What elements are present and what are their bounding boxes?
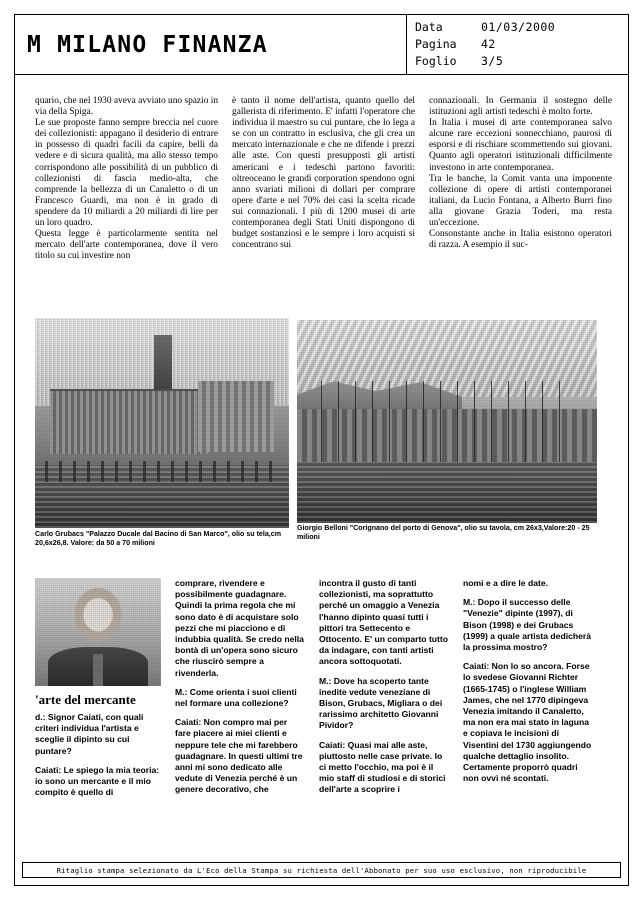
article-column-1: quario, che nel 1930 aveva avviato uno spazio in via della Spiga. Le sue proposte fanno sempre breccia nel cuore dei collezionisti: appagano il desiderio di entrare in possesso di quadri facili da capire, belli da vedere e di sicura qualità, ma allo stesso tempo corrispondono alle possibilità di un pubblico di collezionisti di fascia medio-alta, che comprende la bellezza di un Canaletto o di un Francesco Guardi, ma non è in grado di spendere da 10 miliardi a 20 miliardi di lire per un loro quadro. Questa legge è particolarmente sentita nel mercato dell'arte contemporanea, dove il vero titolo su cui investire non [35,96,219,262]
interview-column-2 [175,578,305,798]
meta-value-data: 01/03/2000 [481,20,556,34]
meta-row-foglio [415,53,622,70]
interview-section [35,578,613,798]
article-column-3: connazionali. In Germania il sostegno delle istituzioni agli artisti tedeschi è molto forte. In Italia i musei di arte contemporanea salvo alcune rare eccezioni sonnecchiano, paurosi di esporsi e di rischiare scommettendo sui giovani. Quanto agli operatori istituzionali difficilmente investono in arte contemporanea. Tra le banche, la Comit vanta una imponente collezione di opere di artisti contemporanei italiani, da Lucio Fontana, a Alberto Burri fino alla giovane Grazia Toderi, ma resta un'eccezione. Consonstante anche in Italia esistono operatori di razza. A esempio il suc- [429,96,612,251]
photo-palazzo-ducale [35,318,289,528]
interview-text-2: comprare, rivendere e possibilmente guadagnare. Quindi la prima regola che mi sono dato è di acquistare solo pezzi che mi piacciono e di indubbia qualità. Se credo nella bontà di un'opera sono sicuro che riuscirò sempre a rivenderla. M.: Come orienta i suoi clienti nel formare una collezione? Caiati: Non compro mai per fare piacere ai miei clienti e neppure tele che mi farebbero guadagnare. In questi ultimi tre anni mi sono dedicato alle vedute di Venezia perché è un genere decorativo, che [175,578,304,795]
interview-headline: 'arte del mercante [35,692,136,707]
footer-text: Ritaglio stampa selezionato da L'Eco della Stampa su richiesta dell'Abbonato per suo uso esclusivo, non riproducibile [56,865,587,875]
photo-porto-genova [297,320,597,523]
meta-value-foglio: 3/5 [481,54,504,68]
interview-text-4: nomi e a dire le date. M.: Dopo il successo delle "Venezie" dipinte (1997), di Bison (1998) e dei Grubacs (1999) a quale artista dedicherà la prossima mostro? Caiati: Non lo so ancora. Forse lo svedese Giovanni Richter (1665-1745) o l'inglese William James, che nel 1770 dipingeva Venezia imitando il Canaletto, ma non era mai stato in laguna e copiava le incisioni di Visentini del 1730 aggiungendo qualche dettaglio insolito. Certamente proporrò quadri non ovvi né scontati. [463,578,592,784]
interview-text-1: d.: Signor Caiati, con quali criteri individua l'artista e sceglie il dipinto su cui puntare? Caiati: Le spiego la mia teoria: io sono un mercante e il mio compito è quello di [35,712,160,798]
article-column-2: è tanto il nome dell'artista, quanto quello del gallerista di riferimento. E' infatti l'operatore che individua il maestro su cui puntare, che lo lega a se con un contratto in esclusiva, che gli crea un mercato internazionale e che ne difende i prezzi alle aste. Con questi presupposti gli artisti americani e i tedeschi partono favoriti: oltreoceano le grandi corporation spendono ogni anno svariati milioni di dollari per comprare opere d'arte e nel 70% dei casi la scelta ricade sui connazionali. I più di 1200 musei di arte contemporanea degli Stati Uniti dispongono di budget sostanziosi e le sempre i loro acquisti si concentrano sui [232,96,415,251]
meta-value-pagina: 42 [481,37,496,51]
interview-column-3 [319,578,449,798]
meta-row-pagina [415,36,622,53]
meta-row-data [415,19,622,36]
figure-group [35,318,613,550]
masthead-meta [406,15,628,74]
caption-porto-genova: Giorgio Belloni "Corignano del porto di Genova", olio su tavola, cm 26x3,Valore:20 - 25 milioni [297,524,590,541]
masthead [15,15,628,75]
caption-palazzo-ducale: Carlo Grubacs "Palazzo Ducale dal Bacino di San Marco", olio su tela,cm 20,6x26,8. Valore: da 50 a 70 milioni [35,530,282,547]
meta-label-pagina: Pagina [415,37,457,51]
interview-text-3: incontra il gusto di tanti collezionisti, ma soprattutto perché un omaggio a Venezia l'hanno dipinto quasi tutti i pittori tra Settecento e Ottocento. E' un comparto tutto da indagare, con tanti artisti ancora sottoquotati. M.: Dove ha scoperto tante inedite vedute veneziane di Bison, Grubacs, Migliara o dei rarissimo architetto Giovanni Pividor? Caiati: Quasi mai alle aste, piuttosto nelle case private. Io ci metto l'occhio, ma poi è il mio staff di studiosi e di storici dell'arte a scoprire i [319,578,449,795]
portrait-photo [35,578,161,686]
interview-column-1 [35,578,161,798]
meta-label-data: Data [415,20,443,34]
clipping-footer [22,862,621,878]
meta-label-foglio: Foglio [415,54,457,68]
article-body [35,96,613,262]
publication-title: M MILANO FINANZA [27,31,268,58]
interview-column-4 [463,578,593,798]
